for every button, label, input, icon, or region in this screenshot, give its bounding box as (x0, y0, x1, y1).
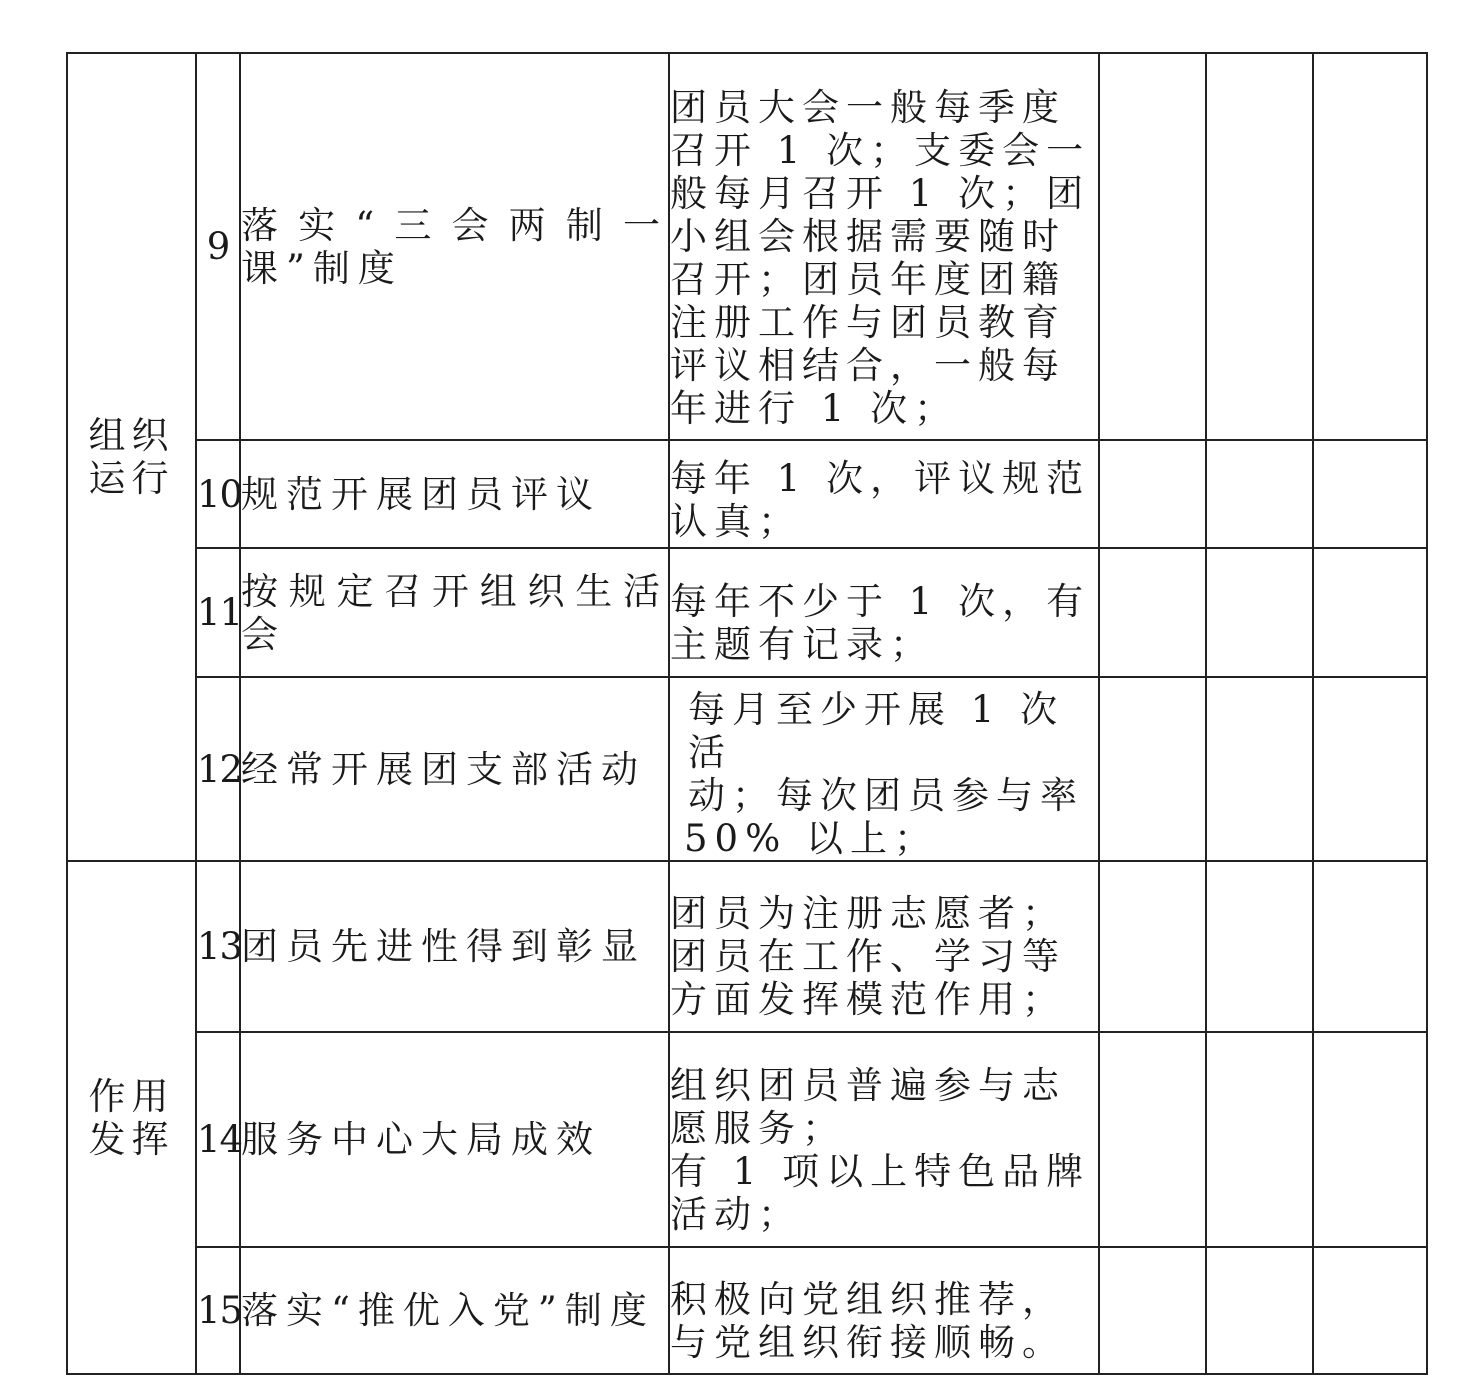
table-row (67, 53, 1427, 440)
standard-line: 主题有记录； (670, 622, 934, 666)
category-label-line: 作用 (88, 1074, 175, 1118)
standard-line: 动；每次团员参与率 (688, 774, 1084, 817)
category-label-line: 发挥 (88, 1117, 175, 1161)
table-row (67, 677, 1427, 861)
row-number: 11 (196, 548, 240, 677)
score-cell (1206, 548, 1313, 677)
assessment-table (66, 52, 1428, 1375)
score-cell (1206, 1032, 1313, 1247)
score-cell (1099, 440, 1206, 548)
standard-cell (669, 677, 1099, 861)
table-row (67, 440, 1427, 548)
item-cell: 规范开展团员评议 (240, 440, 669, 548)
standard-line: 般每月召开 1 次；团 (670, 171, 1091, 215)
row-number: 14 (196, 1032, 240, 1247)
standard-cell (669, 440, 1099, 548)
row-number: 9 (196, 53, 240, 440)
table-row (67, 1247, 1427, 1374)
standard-line: 每月至少开展 1 次活 (688, 688, 1065, 774)
score-cell (1099, 548, 1206, 677)
standard-line: 团员大会一般每季度 (670, 85, 1066, 129)
item-cell: 落实“推优入党”制度 (240, 1247, 669, 1374)
standard-line: 每年不少于 1 次，有 (670, 579, 1091, 623)
row-number: 15 (196, 1247, 240, 1374)
score-cell (1313, 861, 1427, 1032)
table-row (67, 861, 1427, 1032)
table-row (67, 548, 1427, 677)
row-number: 12 (196, 677, 240, 861)
score-cell (1099, 861, 1206, 1032)
standard-cell (669, 861, 1099, 1032)
score-cell (1206, 861, 1313, 1032)
table-row (67, 1032, 1427, 1247)
score-cell (1206, 53, 1313, 440)
item-cell: 经常开展团支部活动 (240, 677, 669, 861)
standard-cell (669, 548, 1099, 677)
standard-line: 50% 以上； (684, 817, 938, 860)
standard-line: 认真； (670, 500, 802, 543)
score-cell (1313, 53, 1427, 440)
standard-cell (669, 1247, 1099, 1374)
standard-line: 愿服务； (670, 1106, 846, 1150)
score-cell (1099, 677, 1206, 861)
standard-line: 与党组织衔接顺畅。 (670, 1320, 1066, 1364)
standard-line: 召开；团员年度团籍 (670, 257, 1066, 301)
standard-line: 团员为注册志愿者； (670, 892, 1066, 935)
standard-line: 有 1 项以上特色品牌 (670, 1149, 1091, 1193)
category-cell (67, 53, 196, 861)
item-cell: 落实“三会两制一课”制度 (240, 53, 669, 440)
standard-cell (669, 53, 1099, 440)
score-cell (1313, 677, 1427, 861)
score-cell (1099, 53, 1206, 440)
standard-line: 年进行 1 次； (670, 386, 959, 430)
item-cell: 按规定召开组织生活会 (240, 548, 669, 677)
standard-line: 召开 1 次；支委会一 (670, 128, 1091, 172)
standard-line: 注册工作与团员教育 (670, 300, 1066, 344)
standard-line: 组织团员普遍参与志 (670, 1063, 1066, 1107)
standard-line: 团员在工作、学习等 (670, 935, 1066, 978)
score-cell (1099, 1247, 1206, 1374)
score-cell (1313, 1032, 1427, 1247)
score-cell (1206, 1247, 1313, 1374)
row-number: 10 (196, 440, 240, 548)
score-cell (1313, 548, 1427, 677)
score-cell (1206, 440, 1313, 548)
score-cell (1313, 1247, 1427, 1374)
score-cell (1313, 440, 1427, 548)
standard-line: 活动； (670, 1192, 802, 1236)
score-cell (1099, 1032, 1206, 1247)
category-cell (67, 861, 196, 1374)
category-label-line: 组织 (88, 414, 175, 457)
item-cell: 服务中心大局成效 (240, 1032, 669, 1247)
standard-line: 小组会根据需要随时 (670, 214, 1066, 258)
standard-line: 积极向党组织推荐， (670, 1277, 1066, 1321)
item-cell: 团员先进性得到彰显 (240, 861, 669, 1032)
row-number: 13 (196, 861, 240, 1032)
score-cell (1206, 677, 1313, 861)
standard-line: 方面发挥模范作用； (670, 978, 1066, 1021)
standard-line: 评议相结合，一般每 (670, 343, 1066, 387)
category-label-line: 运行 (88, 457, 175, 500)
standard-cell (669, 1032, 1099, 1247)
standard-line: 每年 1 次，评议规范 (670, 457, 1091, 500)
